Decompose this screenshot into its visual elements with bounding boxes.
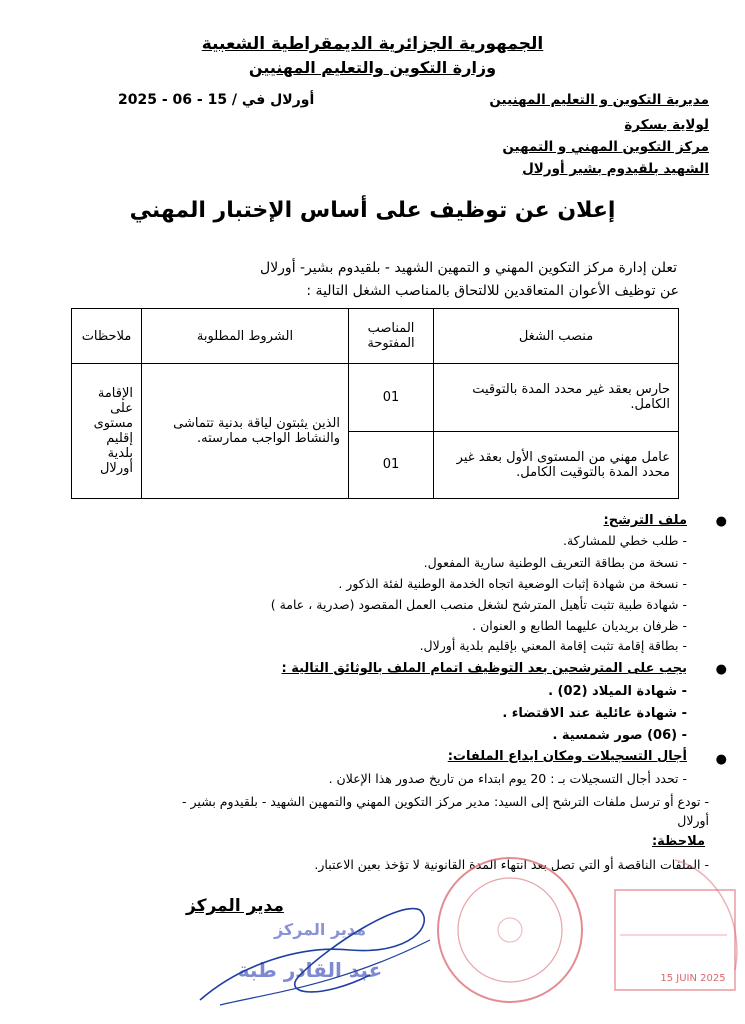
- remark-text: - الملفات الناقصة أو التي تصل بعد انتهاء المدة القانونية لا تؤخذ بعين الاعتبار.: [314, 857, 709, 872]
- header-notes: ملاحظات: [72, 309, 142, 364]
- bullet-icon: ●: [715, 662, 727, 677]
- list-item: - ظرفان بريديان عليهما الطابع و العنوان .: [472, 618, 687, 633]
- after-hiring-heading: يجب على المترشحين بعد التوظيف اتمام الملف بالوثائق التالية :: [281, 661, 687, 676]
- bullet-icon: ●: [715, 752, 727, 767]
- list-item: - شهادة طبية تثبت تأهيل المترشح لشغل منصب العمل المقصود (صدرية ، عامة ): [270, 597, 687, 612]
- job-title-cell: حارس بعقد غير محدد المدة بالتوقيت الكامل.: [434, 364, 679, 432]
- round-seal-icon: [438, 858, 582, 1002]
- directorate-line-2: لولاية بسكرة: [624, 117, 709, 133]
- list-item: - نسخة من بطاقة التعريف الوطنية سارية المفعول.: [423, 555, 687, 570]
- signature-title: مدير المركز: [186, 896, 284, 916]
- list-item: - شهادة عائلية عند الاقتضاء .: [502, 706, 687, 721]
- header-job: منصب الشغل: [434, 309, 679, 364]
- announcement-title: إعلان عن توظيف على أساس الإختبار المهني: [129, 198, 616, 223]
- round-seal-inner-ring: [458, 878, 562, 982]
- intro-line-1: تعلن إدارة مركز التكوين المهني و التمهين الشهيد - بلقيدوم بشير- أورلال: [260, 260, 677, 276]
- header-conditions: الشروط المطلوبة: [142, 309, 349, 364]
- intro-line-2: عن توظيف الأعوان المتعاقدين للالتحاق بالمناصب الشغل التالية :: [306, 283, 679, 299]
- stamp-date-text: 15 JUIN 2025: [660, 973, 726, 984]
- stamp-name-text: عبد القادر طبة: [237, 958, 383, 982]
- list-item: أورلال: [677, 813, 709, 828]
- file-heading: ملف الترشح:: [603, 513, 687, 528]
- job-title-cell: عامل مهني من المستوى الأول بعقد غير محدد المدة بالتوقيت الكامل.: [434, 431, 679, 499]
- list-item: - شهادة الميلاد (02) .: [548, 684, 687, 699]
- list-item: - طلب خطي للمشاركة.: [563, 533, 687, 548]
- list-item: - (06) صور شمسية .: [552, 728, 687, 743]
- list-item: - بطاقة إقامة تثبت إقامة المعني بإقليم بلدية أورلال.: [419, 638, 687, 653]
- list-item: - تودع أو ترسل ملفات الترشح إلى السيد: مدير مركز التكوين المهني والتمهين الشهيد - بلقيدوم بشير -: [182, 794, 709, 809]
- deadline-heading: أجال التسجيلات ومكان ايداع الملفات:: [447, 749, 687, 764]
- header-positions: المناصب المفتوحة: [349, 309, 434, 364]
- directorate-line-1: مديرية التكوين و التعليم المهنيين: [489, 92, 709, 108]
- official-stamps: [415, 850, 745, 1022]
- remark-heading: ملاحظة:: [651, 834, 705, 849]
- seal-star-icon: [498, 918, 522, 942]
- announcement-date: أورلال في / 15 - 06 - 2025: [118, 92, 315, 108]
- jobs-table: [71, 308, 679, 499]
- directorate-line-3: مركز التكوين المهني و التمهين: [502, 139, 709, 155]
- ministry-header: وزارة التكوين والتعليم المهنيين: [248, 58, 497, 77]
- table-row: [72, 364, 679, 432]
- bullet-icon: ●: [715, 514, 727, 529]
- republic-header: الجمهورية الجزائرية الديمقراطية الشعبية: [201, 34, 544, 54]
- positions-cell: 01: [349, 431, 434, 499]
- list-item: - نسخة من شهادة إثبات الوضعية اتجاه الخدمة الوطنية لفئة الذكور .: [338, 576, 687, 591]
- stamp-title-text: مدير المركز: [273, 920, 367, 939]
- conditions-cell: الذين يثبتون لياقة بدنية تتماشى والنشاط الواجب ممارسته.: [142, 364, 349, 499]
- list-item: - تحدد أجال التسجيلات بـ : 20 يوم ابتداء من تاريخ صدور هذا الإعلان .: [328, 771, 687, 786]
- stamp-arc: [675, 860, 737, 970]
- positions-cell: 01: [349, 364, 434, 432]
- directorate-line-4: الشهيد بلقيدوم بشير أورلال: [522, 161, 709, 177]
- notes-cell: الإقامة على مستوى إقليم بلدية أورلال: [72, 364, 142, 499]
